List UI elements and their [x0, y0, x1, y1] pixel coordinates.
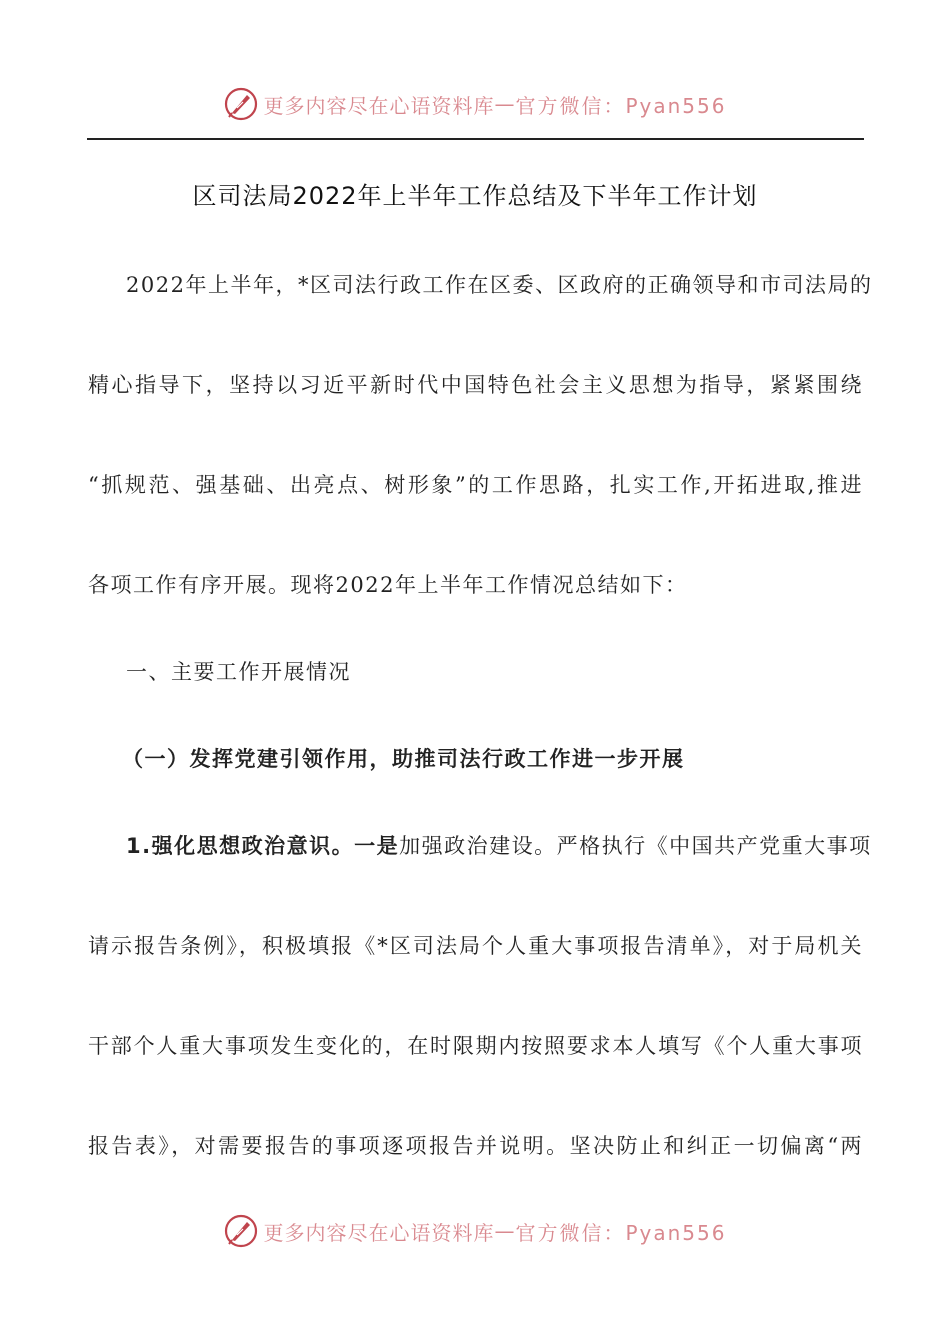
- watermark-separator: —: [494, 1219, 516, 1243]
- paragraph-1-line-1: 2022年上半年，*区司法行政工作在区委、区政府的正确领导和市司法局的: [126, 273, 873, 297]
- document-title: 区司法局2022年上半年工作总结及下半年工作计划: [192, 182, 758, 210]
- paragraph-2-line-1: [126, 831, 872, 861]
- watermark-separator: —: [494, 92, 516, 116]
- paragraph-2-lead-2: 一是: [354, 834, 400, 858]
- watermark-text: 更多内容尽在心语资料库: [263, 1220, 495, 1245]
- watermark-text: 更多内容尽在心语资料库: [263, 93, 495, 118]
- subsection-heading: （一）发挥党建引领作用，助推司法行政工作进一步开展: [122, 747, 685, 771]
- paragraph-1-line-3: “抓规范、强基础、出亮点、树形象”的工作思路，扎实工作,开拓进取,推进: [88, 473, 863, 497]
- paragraph-1-line-4: 各项工作有序开展。现将2022年上半年工作情况总结如下：: [88, 573, 688, 597]
- header-watermark: [0, 84, 950, 124]
- footer-watermark: [0, 1211, 950, 1251]
- header-rule: [87, 138, 864, 140]
- section-heading: 一、主要工作开展情况: [126, 660, 351, 684]
- paragraph-1-line-2: 精心指导下，坚持以习近平新时代中国特色社会主义思想为指导，紧紧围绕: [88, 373, 863, 397]
- paragraph-2-line-2: 请示报告条例》，积极填报《*区司法局个人重大事项报告清单》，对于局机关: [88, 934, 863, 958]
- paragraph-2-line-3: 干部个人重大事项发生变化的，在时限期内按照要求本人填写《个人重大事项: [88, 1034, 863, 1058]
- paragraph-2-lead: 1.强化思想政治意识。: [126, 834, 355, 858]
- watermark-contact: 官方微信：Pyan556: [515, 93, 727, 118]
- quill-logo-icon: [223, 86, 259, 122]
- paragraph-2-line-4: 报告表》，对需要报告的事项逐项报告并说明。坚决防止和纠正一切偏离“两: [88, 1134, 863, 1158]
- quill-logo-icon: [223, 1213, 259, 1249]
- paragraph-2-line-1-text: 加强政治建设。严格执行《中国共产党重大事项: [399, 834, 872, 858]
- watermark-contact: 官方微信：Pyan556: [515, 1220, 727, 1245]
